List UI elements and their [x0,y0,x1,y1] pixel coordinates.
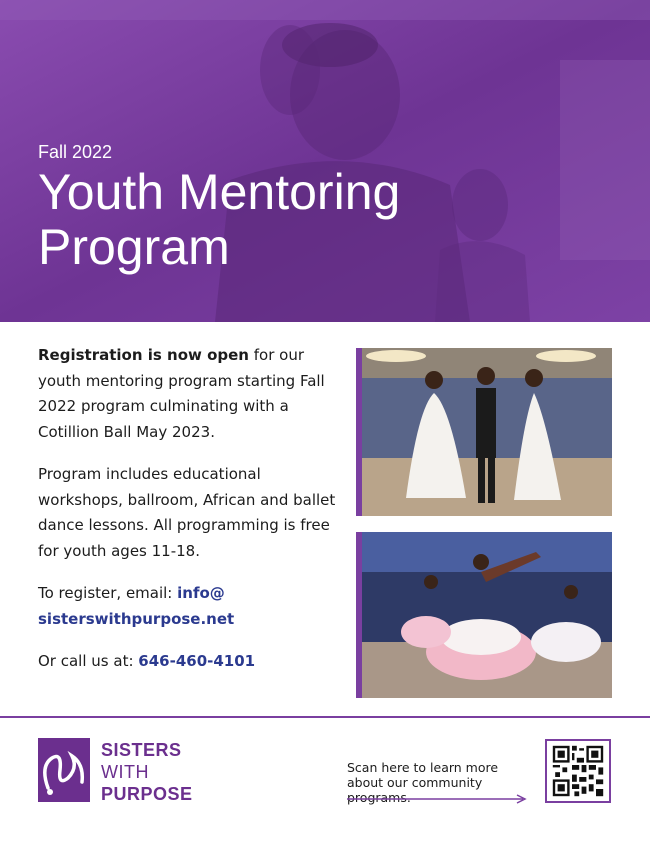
call-paragraph [38,649,338,675]
brand-name [101,739,193,805]
phone-link[interactable]: 646-460-4101 [138,652,256,670]
qr-code-icon[interactable] [545,739,611,803]
brand-line-2: WITH [101,762,149,782]
arrow-right-icon [347,794,529,804]
title-line-1: Youth Mentoring [38,164,401,220]
brand-line-3: PURPOSE [101,784,193,804]
registration-text: for our youth mentoring program starting Fall 2022 program culminating with a Cotillion Ball May 2023. [38,346,325,441]
email-link[interactable]: info@ sisterswithpurpose.net [38,584,235,628]
ballet-photo [356,532,612,698]
season-label: Fall 2022 [38,142,113,162]
register-prefix: To register, email: [38,584,178,602]
footer-divider [0,716,650,718]
registration-highlight: Registration is now open [38,346,249,364]
cotillion-photo [356,348,612,516]
registration-paragraph [38,343,338,445]
page-title [38,165,400,275]
program-description [38,343,338,692]
program-paragraph: Program includes educational workshops, ballroom, African and ballet dance lessons. All programming is free for youth ages 11-18. [38,465,336,560]
register-paragraph [38,581,338,632]
title-line-2: Program [38,219,230,275]
hero-banner [0,0,650,322]
scan-instruction: Scan here to learn more about our community programs. [347,760,499,805]
sisters-with-purpose-logo [38,738,90,802]
call-prefix: Or call us at: [38,652,139,670]
brand-line-1: SISTERS [101,740,182,760]
